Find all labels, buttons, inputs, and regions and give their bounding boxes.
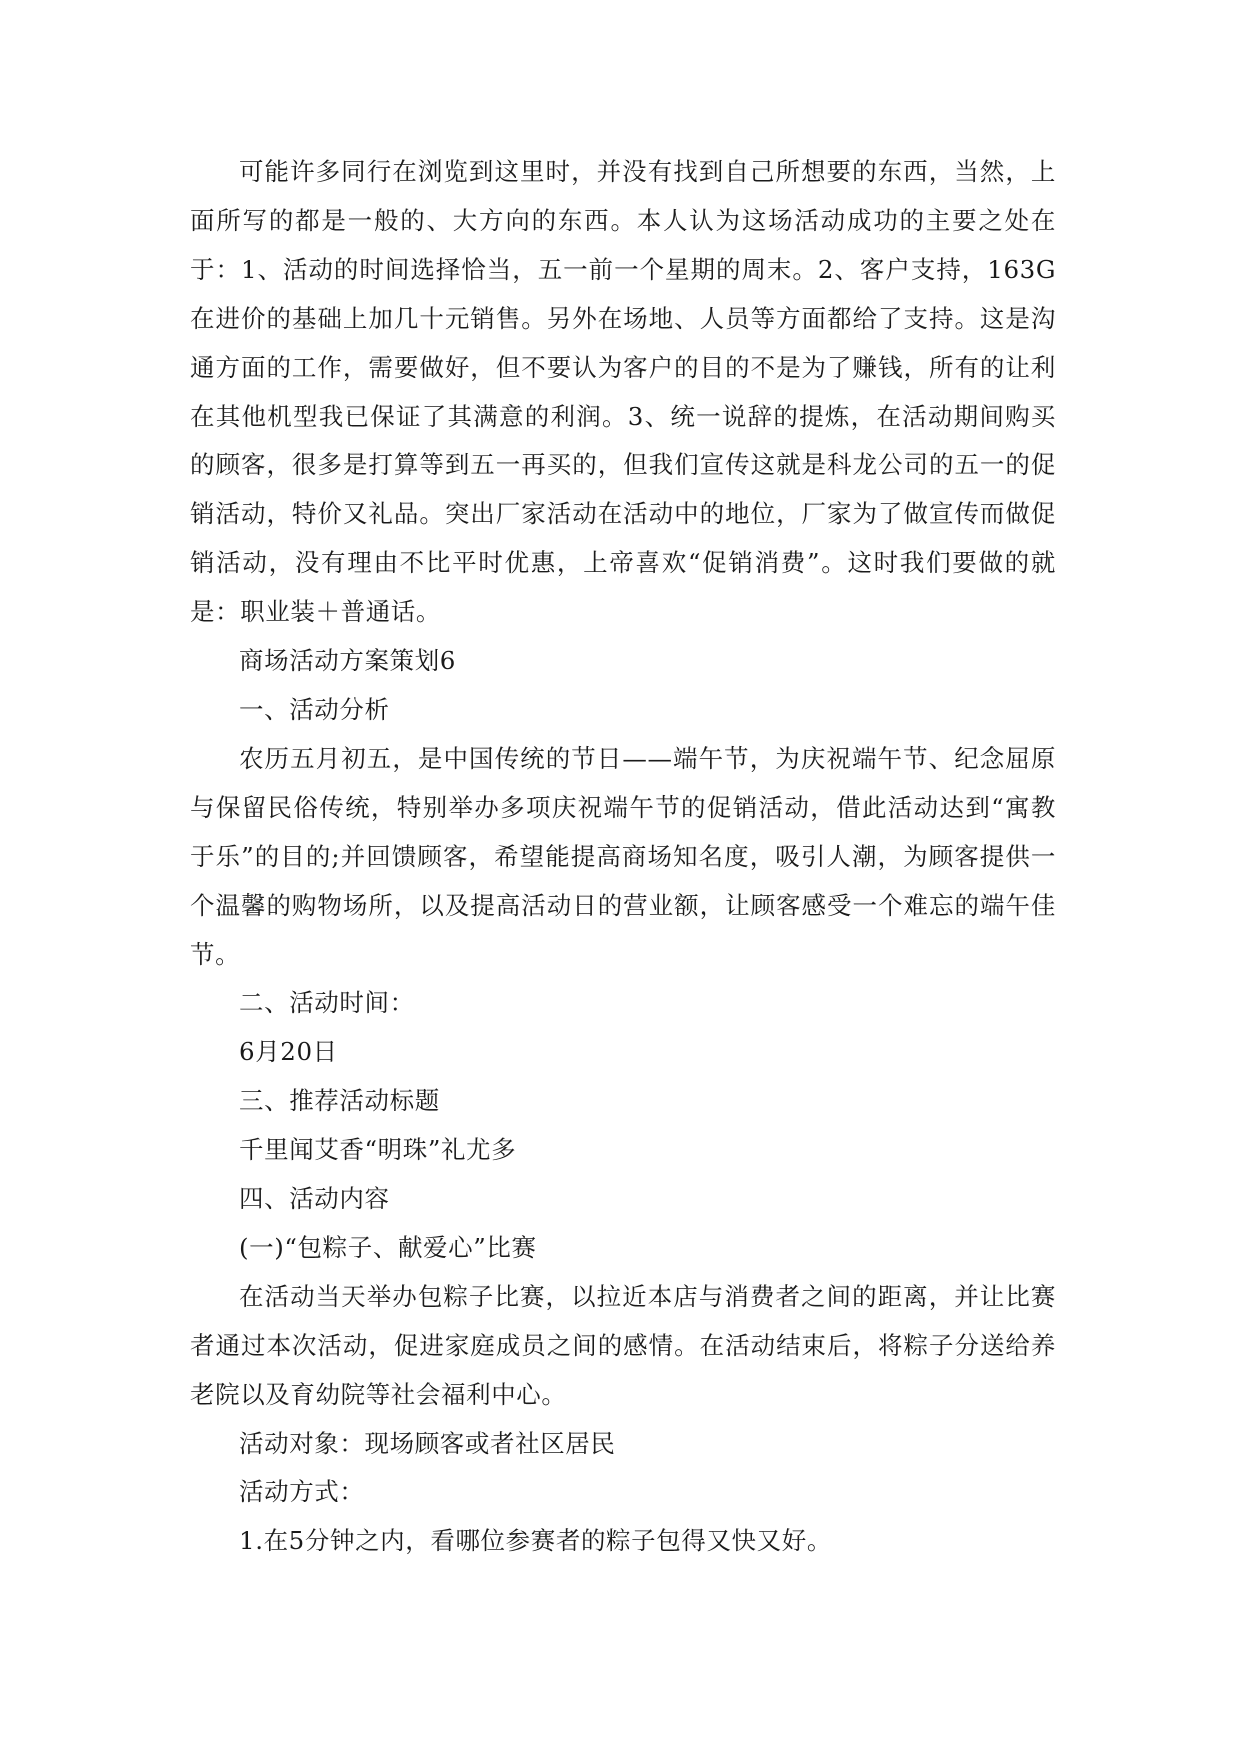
activity-date: 6月20日 — [239, 1037, 338, 1067]
subheading-zongzi-contest: (一)“包粽子、献爱心”比赛 — [239, 1232, 537, 1262]
document-page — [190, 148, 1056, 1566]
heading-activity-analysis: 一、活动分析 — [239, 694, 390, 724]
activity-target: 活动对象：现场顾客或者社区居民 — [239, 1428, 616, 1458]
heading-recommended-title: 三、推荐活动标题 — [239, 1086, 440, 1116]
paragraph-zongzi-contest: 在活动当天举办包粽子比赛，以拉近本店与消费者之间的距离，并让比赛者通过本次活动，促进家庭成员之间的感情。在活动结束后，将粽子分送给养老院以及育幼院等社会福利中心。 — [190, 1281, 1056, 1409]
heading-activity-time: 二、活动时间： — [239, 988, 415, 1018]
section-title: 商场活动方案策划6 — [239, 646, 456, 676]
paragraph-activity-analysis: 农历五月初五，是中国传统的节日——端午节，为庆祝端午节、纪念屈原与保留民俗传统，特别举办多项庆祝端午节的促销活动，借此活动达到“寓教于乐”的目的;并回馈顾客，希望能提高商场知名度，吸引人潮，为顾客提供一个温馨的购物场所，以及提高活动日的营业额，让顾客感受一个难忘的端午佳节。 — [190, 743, 1056, 969]
recommended-title: 千里闻艾香“明珠”礼尤多 — [239, 1135, 517, 1165]
paragraph-conclusion: 可能许多同行在浏览到这里时，并没有找到自己所想要的东西，当然，上面所写的都是一般的、大方向的东西。本人认为这场活动成功的主要之处在于：1、活动的时间选择恰当，五一前一个星期的周末。2、客户支持，163G在进价的基础上加几十元销售。另外在场地、人员等方面都给了支持。这是沟通方面的工作，需要做好，但不要认为客户的目的不是为了赚钱，所有的让利在其他机型我已保证了其满意的利润。3、统一说辞的提炼，在活动期间购买的顾客，很多是打算等到五一再买的，但我们宣传这就是科龙公司的五一的促销活动，特价又礼品。突出厂家活动在活动中的地位，厂家为了做宣传而做促销活动，没有理由不比平时优惠，上帝喜欢“促销消费”。这时我们要做的就是：职业装＋普通话。 — [190, 157, 1056, 627]
heading-activity-content: 四、活动内容 — [239, 1184, 390, 1214]
activity-method-label: 活动方式： — [239, 1477, 365, 1507]
activity-method-item-1: 1.在5分钟之内，看哪位参赛者的粽子包得又快又好。 — [239, 1526, 832, 1556]
